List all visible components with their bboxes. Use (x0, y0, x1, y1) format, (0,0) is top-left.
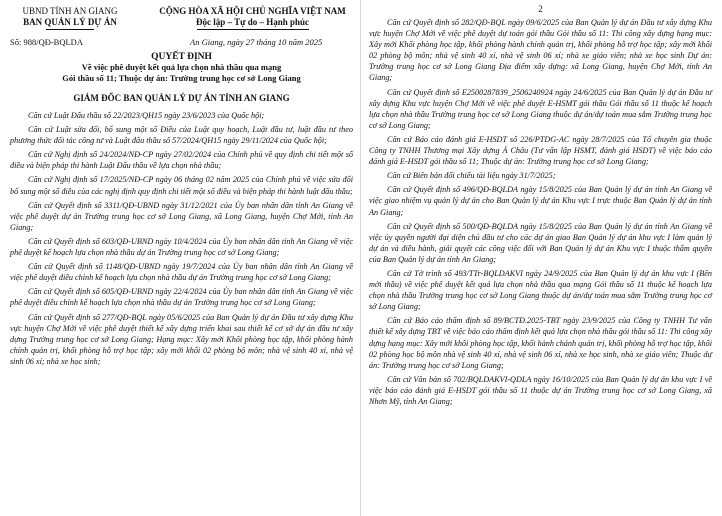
legal-basis-paragraph: Căn cứ Quyết định số E2500287839_2506240924 ngày 24/6/2025 của Ban Quản lý dự án Đầu tư xây dựng Khu vực huyện Chợ Mới về việc phê duyệt E-HSMT gói thầu Gói thầu số 11 thuộc kế hoạch lựa chọn nhà thầu Trường trung học cơ sở Long Giang thuộc dự án/dự toán mua sắm Trường trung học cơ sở Long Giang; (369, 87, 712, 130)
legal-basis-paragraph: Căn cứ Tờ trình số 493/TTr-BQLDAKVI ngày 24/9/2025 của Ban Quản lý dự án khu vực I (Bên mời thầu) về việc phê duyệt kết quả lựa chọn nhà thầu qua mạng Gói thầu số 11 thuộc kế hoạch lựa chọn nhà thầu Trường trung học cơ sở Long Giang thuộc dự án/dự toán mua sắm Trường trung học cơ sở Long Giang; (369, 268, 712, 312)
agency-line-2: BAN QUẢN LÝ DỰ ÁN (23, 17, 117, 27)
legal-basis-paragraph: Căn cứ Biên bản đối chiếu tài liệu ngày 31/7/2025; (387, 171, 556, 181)
legal-basis-paragraph: Căn cứ Luật sửa đổi, bổ sung một số Điều của Luật quy hoạch, Luật đầu tư, luật đầu tư theo phương thức đối tác công tư và Luật đấu thầu số 57/2024/QH15 ngày 29/11/2024 của Quốc hội; (10, 125, 353, 146)
decision-title: QUYẾT ĐỊNH (151, 52, 212, 62)
legal-basis-paragraph: Căn cứ Quyết định số 282/QĐ-BQL ngày 09/6/2025 của Ban Quản lý dự án Đầu tư xây dựng Khu vực huyện Chợ Mới về việc phê duyệt dự toán gói thầu Gói thầu số 11: Thi công xây dựng hạng mục: Xây mới Khối phòng học tập, khối phòng hành chính quản trị, khối phòng hỗ trợ học tập; xây mới khối 02 phòng bộ môn; nhà vệ sinh 40 xí, nhà vệ sinh 06 xí; nhà xe giáo viên; nhà xe học sinh Dự án: Trường trung học cơ sở Long Giang Địa điểm xây dựng: xã Long Giang, huyện Chợ Mới, tỉnh An Giang; (369, 18, 712, 83)
document-date: An Giang, ngày 27 tháng 10 năm 2025 (190, 37, 323, 47)
legal-basis-paragraph: Căn cứ Báo cáo thẩm định số 89/BCTĐ.2025-TBT ngày 23/9/2025 của Công ty TNHH Tư vấn thiết kế xây dựng TBT về việc báo cáo thẩm định kết quả lựa chọn nhà thầu gói thầu số 11: Thi công xây dựng hạng mục: Xây mới khối phòng học tập, khối hành chánh quản trị, khối phòng hỗ trợ học tập, khối 02 phòng học bộ môn nhà vệ sinh 40 xí, nhà vệ sinh 06 xí, nhà xe học sinh, nhà xe giáo viên; Thuộc dự án: Trường trung học cơ sở Long Giang; (369, 316, 712, 370)
page-number: 2 (538, 4, 543, 14)
legal-basis-list-right (369, 17, 712, 407)
director-heading: GIÁM ĐỐC BAN QUẢN LÝ DỰ ÁN TỈNH AN GIANG (73, 93, 290, 103)
legal-basis-paragraph: Căn cứ Nghị định số 17/2025/NĐ-CP ngày 06 tháng 02 năm 2025 của Chính phủ về việc sửa đổi bổ sung một số điều của các nghị định quy định chi tiết một số điều và biện pháp thi hành luật đấu thầu; (10, 175, 353, 196)
legal-basis-paragraph: Căn cứ Quyết định số 277/QĐ-BQL ngày 05/6/2025 của Ban Quản lý dự án Đầu tư xây dựng Khu vực huyện Chợ Mới về việc phê duyệt thiết kế xây dựng triển khai sau thiết kế cơ sở dự án đầu tư xây dựng Trường trung học cơ sở Long Giang; Hạng mục: Xây mới Khối phòng học tập, khối phòng hành chính quản trị, khối phòng hỗ trợ học tập; xây mới khối 02 phòng bộ môn; nhà vệ sinh 40 xí, nhà vệ sinh 06 xí; nhà xe học sinh; (10, 312, 353, 366)
national-heading (150, 6, 355, 30)
legal-basis-list-left (10, 110, 353, 367)
issuing-agency (10, 6, 130, 30)
legal-basis-paragraph: Căn cứ Quyết định số 603/QĐ-UBND ngày 10/4/2024 của Ủy ban nhân dân tỉnh An Giang về việc phê duyệt kế hoạch lựa chọn nhà thầu dự án Trường trung học cơ sở Long Giang; (10, 236, 353, 258)
document-header (10, 6, 353, 46)
national-motto: Độc lập – Tự do – Hạnh phúc (195, 17, 310, 27)
legal-basis-paragraph: Căn cứ Báo cáo đánh giá E-HSDT số 226/PTDG-AC ngày 28/7/2025 của Tổ chuyên gia thuộc Công ty TNHH Thương mại Xây dựng Á Châu (Tư vấn lập HSMT, đánh giá HSDT) về việc báo cáo đánh giá E-HSDT gói thầu số 11; Thuộc dự án: Trường trung học cơ sở Long Giang; (369, 134, 712, 167)
republic-name: CỘNG HÒA XÃ HỘI CHỦ NGHĨA VIỆT NAM (159, 6, 346, 16)
legal-basis-paragraph: Căn cứ Luật Đấu thầu số 22/2023/QH15 ngày 23/6/2023 của Quốc hội; (28, 111, 265, 120)
legal-basis-paragraph: Căn cứ Quyết định số 605/QĐ-UBND ngày 22/4/2024 của Ủy ban nhân dân tỉnh An Giang về việc phê duyệt điều chỉnh kế hoạch lựa chọn nhà thầu dự án Trường trung học cơ sở Long Giang; (10, 287, 353, 308)
agency-line-1: UBND TỈNH AN GIANG (22, 6, 118, 16)
decision-subtitle-1: Về việc phê duyệt kết quả lựa chọn nhà thầu qua mạng (81, 62, 282, 72)
legal-basis-paragraph: Căn cứ Quyết định số 1148/QĐ-UBND ngày 19/7/2024 của Ủy ban nhân dân tỉnh An Giang về việc phê duyệt điều chỉnh kế hoạch lựa chọn nhà thầu dự án Trường trung học cơ sở Long Giang; (10, 262, 353, 283)
document-number: Số: 988/QĐ-BQLDA (10, 37, 83, 47)
decision-subtitle-2: Gói thầu số 11; Thuộc dự án: Trường trung học cơ sở Long Giang (62, 73, 301, 83)
legal-basis-paragraph: Căn cứ Quyết định số 496/QĐ-BQLDA ngày 15/8/2025 của Ban Quản lý dự án tỉnh An Giang về việc giao nhiệm vụ quản lý dự án cho Ban Quản lý dự án Khu vực I trực thuộc Ban Quản lý dự án tỉnh An Giang; (369, 185, 712, 217)
legal-basis-paragraph: Căn cứ Văn bản số 702/BQLDAKVI-QDLA ngày 16/10/2025 của Ban Quản lý dự án khu vực I về việc báo cáo đánh giá E-HSDT gói thầu số 11 thuộc dự án Trường trung học cơ sở Long Giang, xã Nhơn Mỹ, tỉnh An Giang; (369, 374, 712, 406)
page-two (361, 0, 722, 516)
legal-basis-paragraph: Căn cứ Quyết định số 3311/QĐ-UBND ngày 31/12/2021 của Ủy ban nhân dân tỉnh An Giang về việc phê duyệt dự án Trường trung học cơ sở Long Giang, xã Long Giang, huyện Chợ Mới, tỉnh An Giang; (10, 200, 353, 232)
legal-basis-paragraph: Căn cứ Quyết định số 500/QĐ-BQLDA ngày 15/8/2025 của Ban Quản lý dự án tỉnh An Giang về việc ủy quyền người đại diện chủ đầu tư cho các dự án giao Ban Quản lý dự án khu vực I làm quản lý dự án và điều hành, giải quyết các công việc đối với Ban Quản lý dự án Khu vực I thuộc thẩm quyền của Ban Quản lý dự án tỉnh An Giang; (369, 221, 712, 264)
legal-basis-paragraph: Căn cứ Nghị định số 24/2024/NĐ-CP ngày 27/02/2024 của Chính phủ về quy định chi tiết một số điều và biện pháp thi hành Luật Đấu thầu về lựa chọn nhà thầu; (10, 150, 353, 171)
motto-underline (197, 29, 309, 30)
agency-underline (46, 29, 94, 30)
